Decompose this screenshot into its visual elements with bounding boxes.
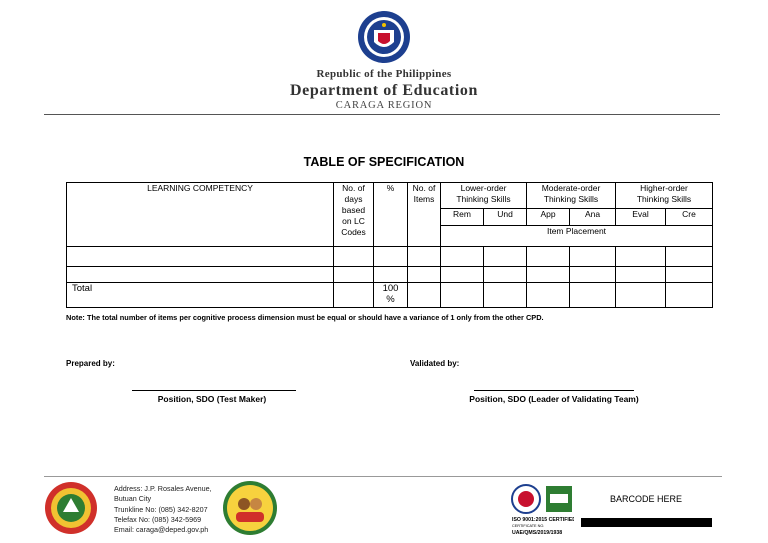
header-ana: Ana: [570, 209, 616, 226]
header-no-items: No. of Items: [408, 183, 441, 247]
prepared-signature-line: [132, 390, 296, 391]
header-no-days: No. of days based on LC Codes: [334, 183, 374, 247]
iso-certification-badge: [510, 483, 574, 537]
barcode-bar: [581, 518, 712, 527]
footer-divider: [44, 476, 722, 477]
department-name: Department of Education: [289, 82, 478, 99]
total-percent: 100 %: [374, 283, 408, 308]
matatag-logo: [222, 480, 278, 536]
specification-table: [66, 182, 713, 308]
caraga-region-logo: [44, 481, 98, 535]
header-und: Und: [484, 209, 527, 226]
region-name: CARAGA REGION: [335, 100, 433, 111]
table-row: [67, 267, 713, 283]
header-cre: Cre: [666, 209, 713, 226]
header-percent: %: [374, 183, 408, 247]
deped-seal: [357, 10, 411, 64]
header-divider: [44, 114, 720, 115]
total-label: Total: [67, 283, 334, 308]
validated-by-label: Validated by:: [410, 359, 460, 368]
header-item-placement: Item Placement: [441, 226, 713, 247]
header-higher-order: Higher-order Thinking Skills: [616, 183, 713, 209]
prepared-by-label: Prepared by:: [66, 359, 115, 368]
prepared-position: Position, SDO (Test Maker): [157, 394, 267, 404]
svg-text:ISO 9001:2015 CERTIFIED: ISO 9001:2015 CERTIFIED: [512, 517, 574, 523]
validated-position: Position, SDO (Leader of Validating Team): [469, 394, 639, 404]
header-eval: Eval: [616, 209, 666, 226]
footer-address: Address: J.P. Rosales Avenue, Butuan City Trunkline No: (085) 342-8207 Telefax No: (085) 342-5969 Email: caraga@deped.gov.ph: [114, 484, 212, 535]
header-learning-competency: LEARNING COMPETENCY: [67, 183, 334, 247]
header-app: App: [527, 209, 570, 226]
header-rem: Rem: [441, 209, 484, 226]
republic-line: Republic of the Philippines: [316, 68, 452, 80]
header-lower-order: Lower-order Thinking Skills: [441, 183, 527, 209]
svg-text:UAE/QMS/2019/1938: UAE/QMS/2019/1938: [512, 530, 563, 536]
total-row: [67, 283, 713, 308]
header-moderate-order: Moderate-order Thinking Skills: [527, 183, 616, 209]
svg-text:CERTIFICATE NO.: CERTIFICATE NO.: [512, 524, 545, 528]
table-note: Note: The total number of items per cognitive process dimension must be equal or should have a variance of 1 only from the other CPD.: [66, 313, 544, 322]
validated-signature-line: [474, 390, 634, 391]
table-row: [67, 247, 713, 267]
barcode-label: BARCODE HERE: [609, 494, 682, 504]
page-title: TABLE OF SPECIFICATION: [303, 155, 465, 169]
